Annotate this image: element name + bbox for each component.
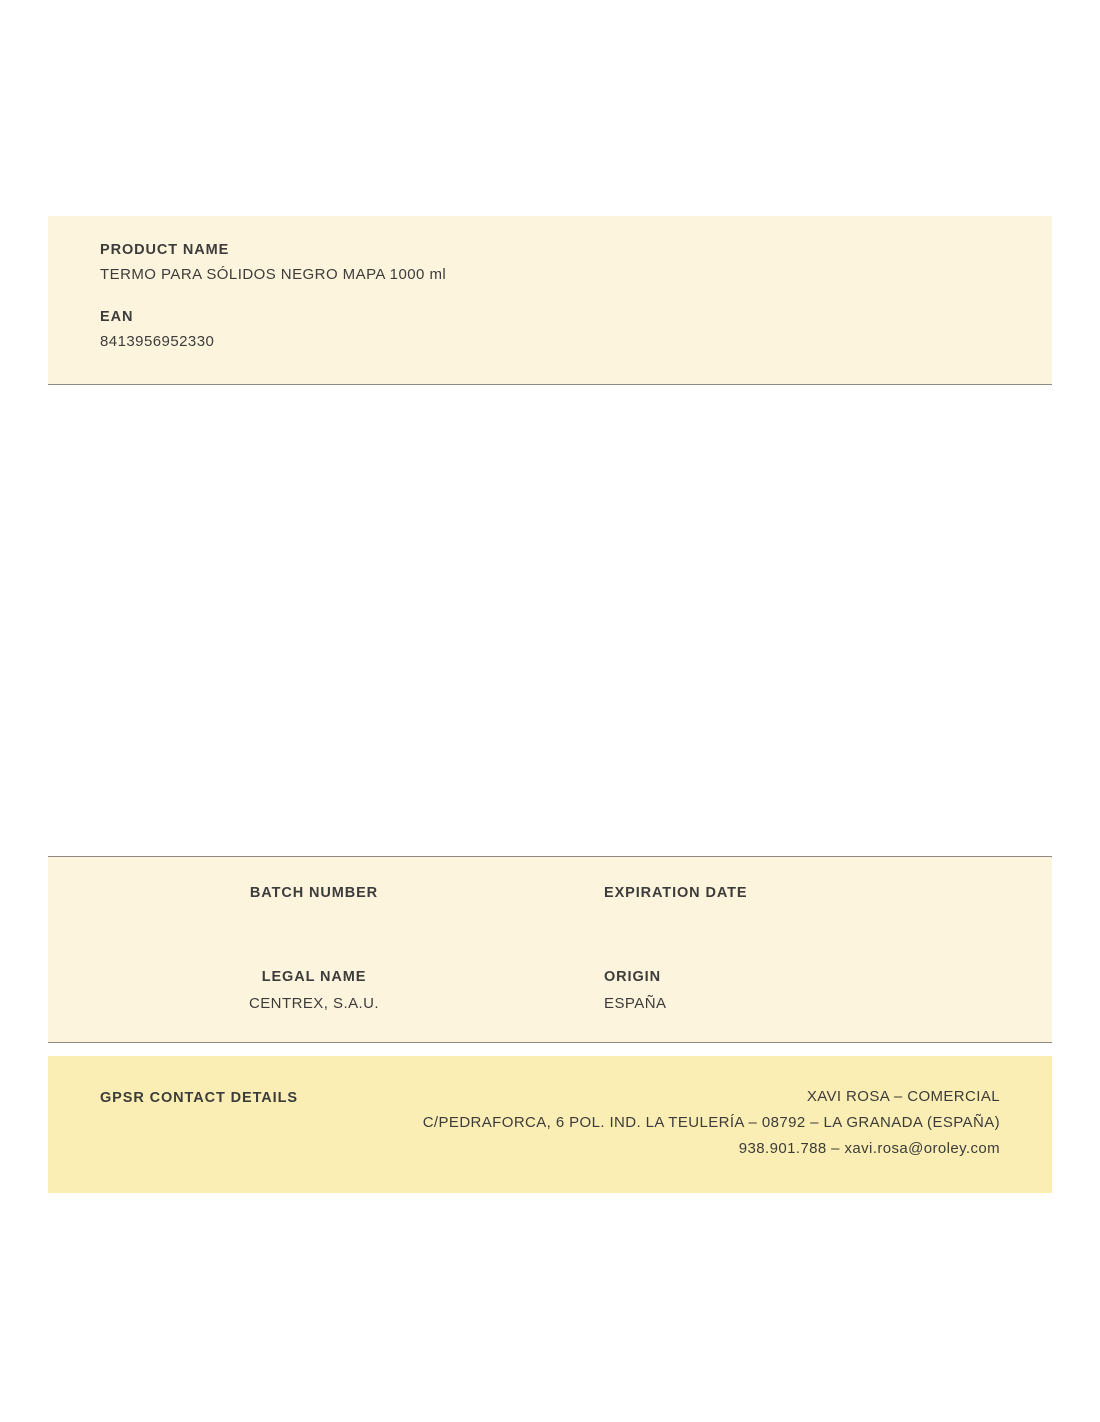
- product-name-value: TERMO PARA SÓLIDOS NEGRO MAPA 1000 ml: [100, 266, 447, 283]
- origin-value: ESPAÑA: [604, 995, 667, 1012]
- product-name-label: PRODUCT NAME: [100, 242, 230, 258]
- legal-row: [48, 969, 1052, 1012]
- batch-row: [48, 885, 1052, 911]
- gpsr-contact-block: [48, 1056, 1052, 1193]
- gpsr-title: GPSR CONTACT DETAILS: [100, 1090, 298, 1106]
- origin-label: ORIGIN: [604, 969, 661, 985]
- batch-legal-block: [48, 856, 1052, 1043]
- batch-number-cell: [48, 885, 550, 911]
- gpsr-contact-person: XAVI ROSA – COMERCIAL: [806, 1088, 1000, 1105]
- batch-number-label: BATCH NUMBER: [249, 885, 379, 901]
- empty-content-area: [48, 400, 1052, 856]
- legal-name-cell: [48, 969, 550, 1012]
- legal-name-value: CENTREX, S.A.U.: [248, 995, 380, 1012]
- gpsr-contact-address: C/PEDRAFORCA, 6 POL. IND. LA TEULERÍA – 08792 – LA GRANADA (ESPAÑA): [422, 1114, 1000, 1131]
- gpsr-contact-phone-email: 938.901.788 – xavi.rosa@oroley.com: [738, 1140, 1000, 1157]
- origin-cell: [550, 969, 1052, 1012]
- expiration-date-label: EXPIRATION DATE: [604, 885, 748, 901]
- product-info-block: [48, 216, 1052, 385]
- gpsr-contact-lines: [298, 1088, 1000, 1157]
- ean-label: EAN: [100, 309, 134, 325]
- block-spacer: [100, 283, 1000, 309]
- legal-name-label: LEGAL NAME: [261, 969, 367, 985]
- expiration-date-cell: [550, 885, 1052, 911]
- ean-value: 8413956952330: [100, 333, 215, 350]
